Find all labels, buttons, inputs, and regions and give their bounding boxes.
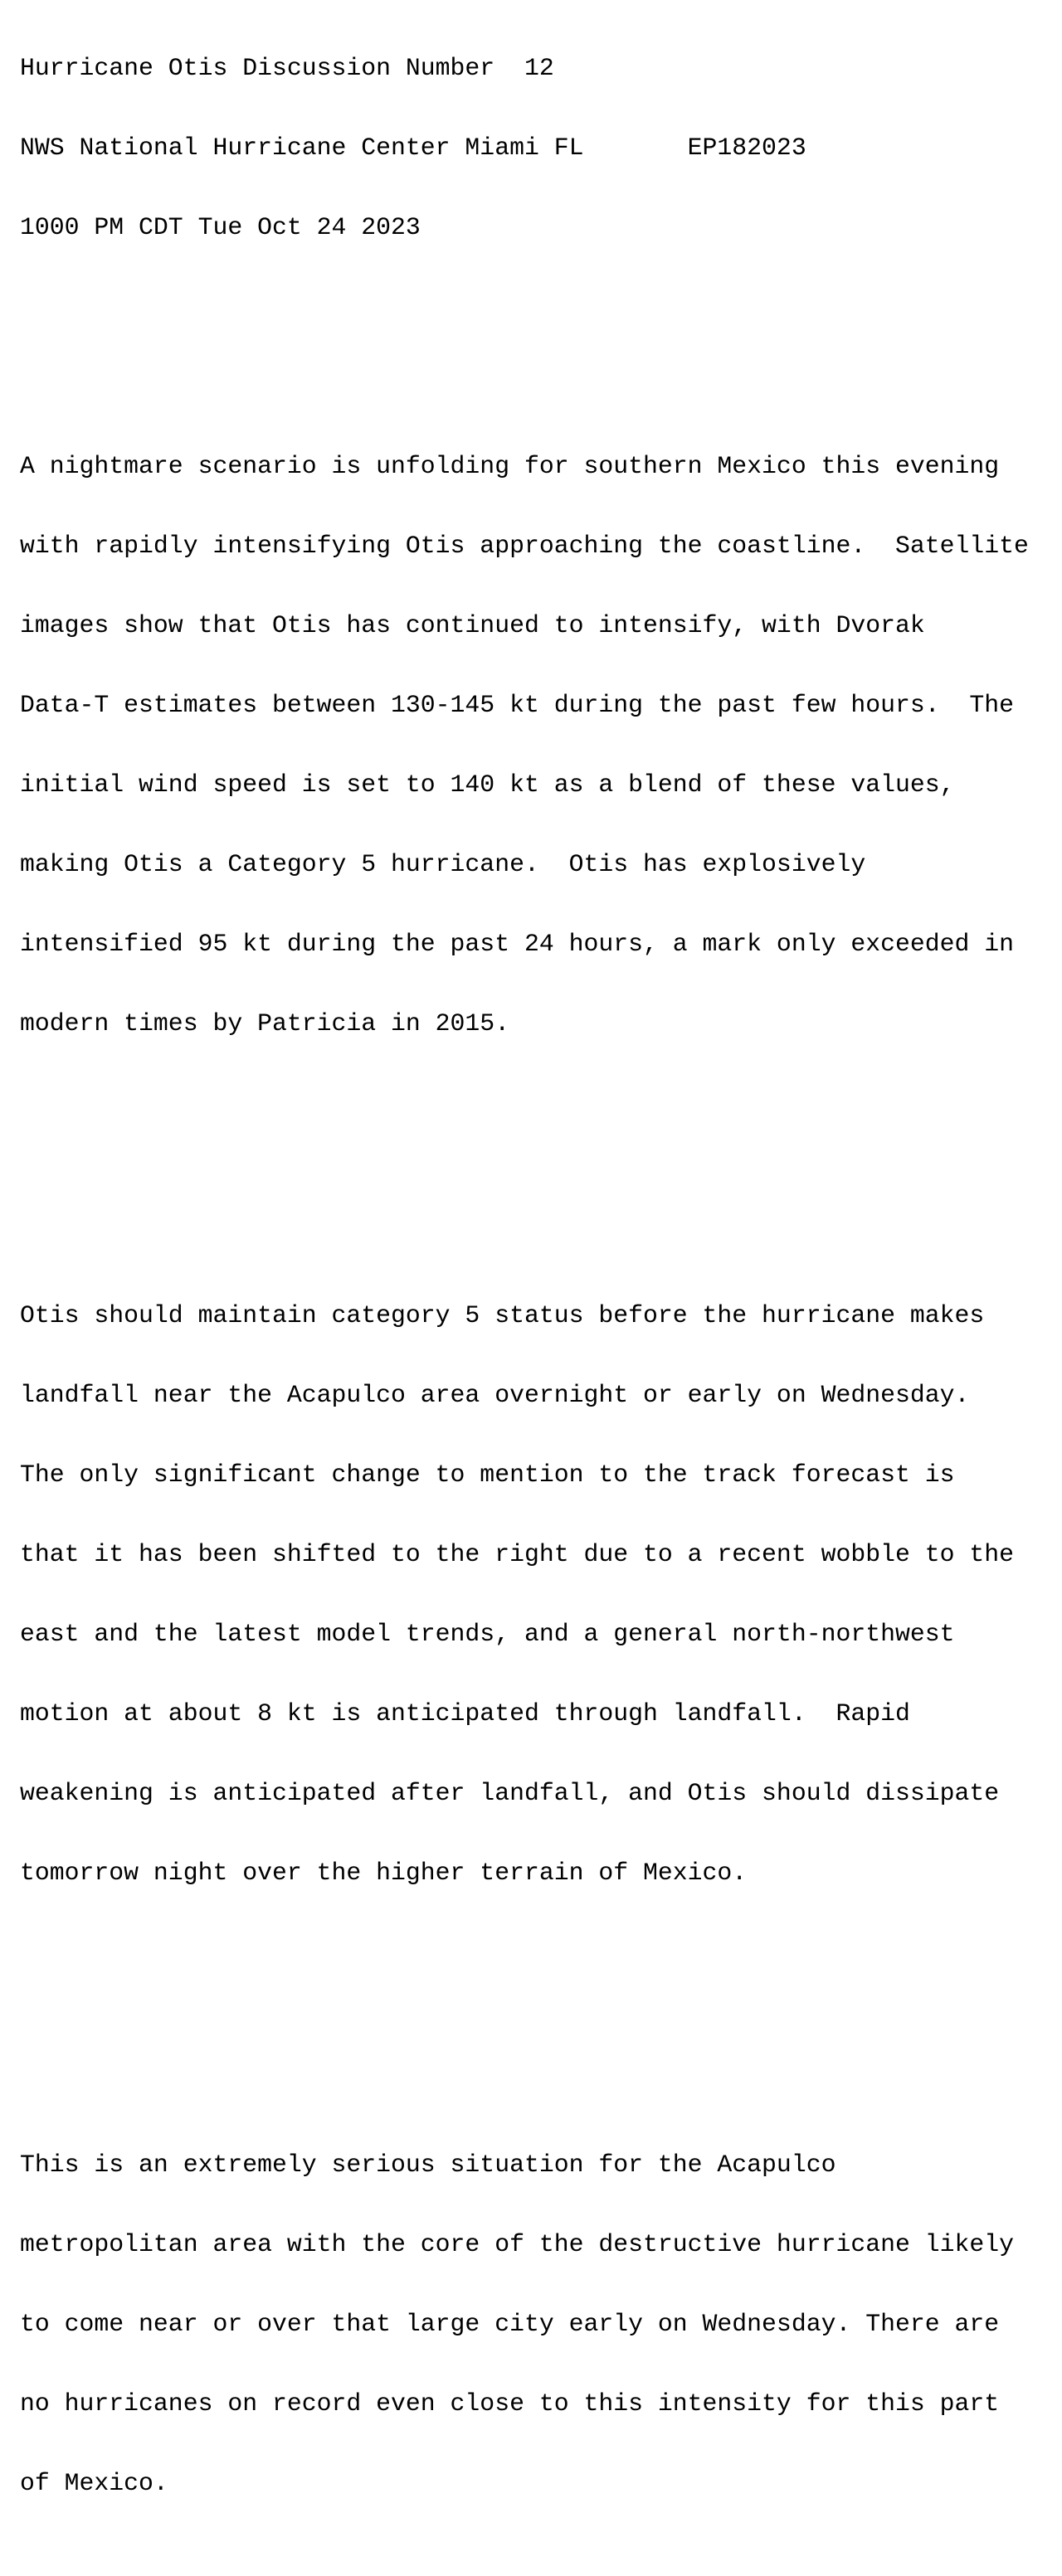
discussion-title: Hurricane Otis Discussion Number 12: [20, 54, 554, 82]
text-line: of Mexico.: [20, 2469, 168, 2497]
text-line: This is an extremely serious situation for the Acapulco: [20, 2151, 836, 2179]
text-line: east and the latest model trends, and a general north-northwest: [20, 1620, 955, 1648]
text-line: landfall near the Acapulco area overnight or early on Wednesday.: [20, 1381, 970, 1409]
blank-line: [20, 294, 1029, 320]
text-line: no hurricanes on record even close to this intensity for this part: [20, 2389, 1000, 2418]
text-line: Data-T estimates between 130-145 kt during the past few hours. The: [20, 691, 1015, 719]
text-line: metropolitan area with the core of the destructive hurricane likely: [20, 2230, 1015, 2258]
text-line: A nightmare scenario is unfolding for southern Mexico this evening: [20, 452, 1000, 480]
text-line: Otis should maintain category 5 status before the hurricane makes: [20, 1301, 985, 1329]
text-line: to come near or over that large city early on Wednesday. There are: [20, 2310, 1000, 2338]
text-line: making Otis a Category 5 hurricane. Otis has explosively: [20, 850, 866, 878]
text-line: initial wind speed is set to 140 kt as a blend of these values,: [20, 770, 955, 799]
text-line: The only significant change to mention to the track forecast is: [20, 1461, 955, 1489]
text-line: weakening is anticipated after landfall, and Otis should dissipate: [20, 1779, 1000, 1807]
discussion-document: [20, 2, 1029, 2576]
text-line: with rapidly intensifying Otis approaching the coastline. Satellite: [20, 532, 1029, 560]
text-line: motion at about 8 kt is anticipated through landfall. Rapid: [20, 1699, 910, 1728]
blank-line: [20, 1143, 1029, 1169]
text-line: images show that Otis has continued to intensify, with Dvorak: [20, 611, 925, 639]
issue-time: 1000 PM CDT Tue Oct 24 2023: [20, 213, 421, 241]
blank-line: [20, 1992, 1029, 2019]
paragraph-warning: [20, 2098, 1029, 2549]
text-line: modern times by Patricia in 2015.: [20, 1009, 510, 1038]
issuing-office: NWS National Hurricane Center Miami FL EP182023: [20, 134, 806, 162]
text-line: tomorrow night over the higher terrain of Mexico.: [20, 1859, 748, 1887]
paragraph-track-forecast: [20, 1249, 1029, 1939]
text-line: intensified 95 kt during the past 24 hours, a mark only exceeded in: [20, 930, 1015, 958]
paragraph-intensity: [20, 400, 1029, 1090]
text-line: that it has been shifted to the right due to a recent wobble to the: [20, 1540, 1015, 1568]
